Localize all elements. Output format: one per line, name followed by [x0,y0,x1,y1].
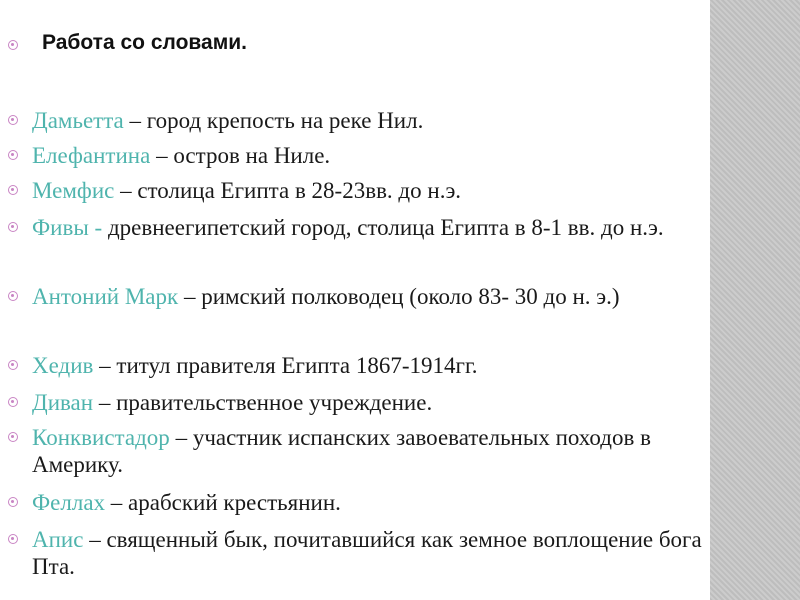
slide-heading: Работа со словами. [42,31,247,54]
term: Фивы - [32,215,103,240]
definition: – правительственное учреждение. [93,390,433,415]
list-item [32,214,717,241]
list-item [32,352,717,379]
bullet-icon [8,534,18,544]
bullet-icon [8,360,18,370]
term: Елефантина [32,143,151,168]
list-item [32,526,717,580]
bullet-icon [8,150,18,160]
term: Хедив [32,353,94,378]
definition: – остров на Ниле. [150,143,331,168]
definition: – титул правителя Египта 1867-1914гг. [93,353,478,378]
list-item [32,142,717,169]
term: Диван [32,390,94,415]
term: Дамьетта [32,108,124,133]
list-item [32,177,717,204]
list-item [32,283,717,310]
definition: – участник испанских завоевательных походов в Америку. [32,425,651,477]
term: Феллах [32,490,106,515]
term: Апис [32,527,84,552]
bullet-icon [8,291,18,301]
term: Мемфис [32,178,115,203]
decorative-side-panel [710,0,800,600]
definition: древнеегипетский город, столица Египта в 8-1 вв. до н.э. [102,215,664,240]
definition: – священный бык, почитавшийся как земное воплощение бога Пта. [32,527,702,579]
list-item [32,489,717,516]
bullet-icon [8,222,18,232]
definition: – столица Египта в 28-23вв. до н.э. [114,178,462,203]
list-item [32,424,717,478]
bullet-icon [8,397,18,407]
bullet-icon [8,432,18,442]
definition: – римский полководец (около 83- 30 до н. э.) [178,284,620,309]
bullet-icon [8,185,18,195]
list-item [32,107,717,134]
list-item [32,389,717,416]
definition: – город крепость на реке Нил. [123,108,424,133]
definition: – арабский крестьянин. [105,490,341,515]
bullet-icon [8,40,18,50]
term: Конквистадор [32,425,170,450]
bullet-icon [8,497,18,507]
term: Антоний Марк [32,284,179,309]
bullet-icon [8,115,18,125]
